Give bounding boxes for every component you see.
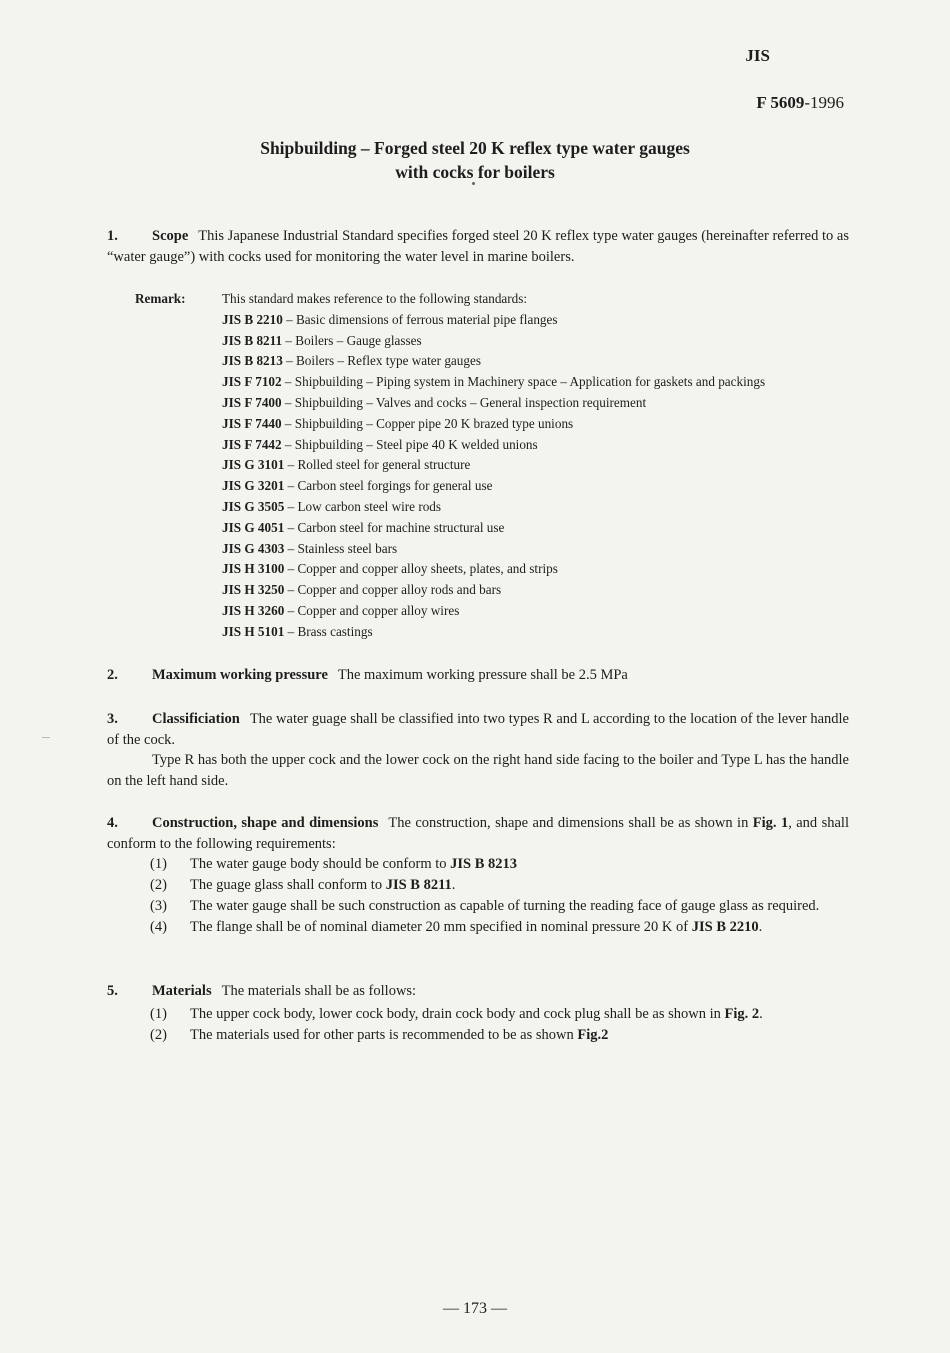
section-materials: [107, 981, 849, 1002]
figure-reference: Fig. 1: [752, 815, 789, 831]
reference-code: JIS H 5101: [222, 623, 285, 639]
item-number: (4): [150, 919, 167, 935]
item-end: .: [758, 919, 763, 935]
title-line-2: with cocks for boilers: [395, 162, 555, 182]
reference-item: [222, 455, 765, 476]
section-text: The water guage shall be classified into two types R and L according to the location of the lever handle of the cock.: [107, 711, 849, 748]
requirement-item: [150, 854, 848, 875]
item-text: The materials used for other parts is recommended to be as shown: [190, 1027, 578, 1043]
item-text: The water gauge body should be conform to: [190, 856, 451, 872]
margin-mark: [42, 737, 50, 738]
reference-item: [222, 310, 765, 331]
reference-item: [222, 331, 765, 352]
remark-label: Remark:: [135, 291, 186, 306]
reference-code: JIS G 4303: [222, 540, 285, 556]
section-max-pressure: [107, 665, 849, 686]
title-line-1: Shipbuilding – Forged steel 20 K reflex type water gauges: [260, 138, 690, 158]
reference-desc: – Copper and copper alloy sheets, plates, and strips: [287, 561, 558, 577]
reference-code: JIS G 3201: [222, 478, 285, 494]
reference-item: [222, 351, 765, 372]
requirement-item: [150, 896, 848, 917]
item-number: (2): [150, 877, 167, 893]
section-classification: [107, 709, 849, 791]
reference-desc: – Boilers – Gauge glasses: [285, 332, 422, 348]
item-figure-ref: Fig.2: [577, 1027, 609, 1043]
item-number: (3): [150, 898, 167, 914]
reference-desc: – Copper and copper alloy wires: [287, 602, 460, 618]
standard-year: -1996: [804, 93, 844, 112]
reference-code: JIS F 7400: [222, 394, 282, 410]
reference-list: [222, 310, 765, 643]
item-standard-ref: JIS B 8211: [385, 877, 452, 893]
construction-requirements: [150, 854, 848, 938]
reference-desc: – Shipbuilding – Steel pipe 40 K welded unions: [284, 436, 538, 452]
reference-item: [222, 414, 765, 435]
section-heading: Classificiation: [152, 711, 240, 727]
section-number: 3.: [107, 711, 118, 727]
section-text: The maximum working pressure shall be 2.5 MPa: [337, 667, 628, 683]
reference-code: JIS B 2210: [222, 311, 283, 327]
remark-intro: This standard makes reference to the following standards:: [222, 291, 528, 306]
section-heading: Scope: [152, 228, 189, 244]
reference-item: [222, 497, 765, 518]
reference-desc: – Shipbuilding – Valves and cocks – General inspection requirement: [284, 394, 647, 410]
reference-desc: – Stainless steel bars: [287, 540, 398, 556]
reference-item: [222, 476, 765, 497]
item-standard-ref: JIS B 2210: [691, 919, 759, 935]
reference-item: [222, 622, 765, 643]
reference-item: [222, 435, 765, 456]
reference-code: JIS H 3250: [222, 582, 285, 598]
materials-list: [150, 1004, 848, 1046]
classification-paragraph-2: Type R has both the upper cock and the lower cock on the right hand side facing to the boiler and Type L has the handle on the left hand side.: [107, 752, 849, 789]
reference-item: [222, 539, 765, 560]
reference-code: JIS G 3101: [222, 457, 285, 473]
section-number: 1.: [107, 228, 118, 244]
section-text: The materials shall be as follows:: [221, 983, 417, 999]
reference-item: [222, 559, 765, 580]
requirement-item: [150, 875, 848, 896]
reference-code: JIS G 3505: [222, 498, 285, 514]
reference-code: JIS B 8211: [222, 332, 283, 348]
item-number: (1): [150, 1006, 167, 1022]
section-scope: [107, 226, 849, 267]
item-text: The flange shall be of nominal diameter 20 mm specified in nominal pressure 20 K of: [190, 919, 692, 935]
section-number: 5.: [107, 983, 118, 999]
reference-desc: – Carbon steel forgings for general use: [287, 478, 493, 494]
page-number: — 173 —: [443, 1300, 507, 1317]
section-construction: [107, 813, 849, 854]
section-number: 4.: [107, 815, 118, 831]
section-number: 2.: [107, 667, 118, 683]
header-standard-number: [756, 93, 844, 113]
reference-desc: – Boilers – Reflex type water gauges: [286, 353, 481, 369]
requirement-item: [150, 917, 848, 938]
reference-code: JIS B 8213: [222, 353, 283, 369]
reference-code: JIS F 7442: [222, 436, 282, 452]
section-heading: Maximum working pressure: [152, 667, 328, 683]
reference-code: JIS H 3260: [222, 602, 285, 618]
reference-desc: – Rolled steel for general structure: [287, 457, 471, 473]
item-text: The guage glass shall conform to: [190, 877, 386, 893]
item-figure-ref: Fig. 2: [724, 1006, 760, 1022]
section-heading: Construction, shape and dimensions: [152, 815, 379, 831]
reference-desc: – Basic dimensions of ferrous material pipe flanges: [286, 311, 558, 327]
materials-item: [150, 1025, 848, 1046]
decorative-dot: [472, 182, 475, 185]
reference-item: [222, 372, 765, 393]
reference-desc: – Brass castings: [287, 623, 373, 639]
reference-item: [222, 601, 765, 622]
reference-desc: – Shipbuilding – Piping system in Machinery space – Application for gaskets and packings: [284, 374, 766, 390]
reference-code: JIS F 7440: [222, 415, 282, 431]
header-jis: JIS: [745, 46, 770, 65]
classification-paragraph-1: [107, 709, 849, 750]
reference-code: JIS G 4051: [222, 519, 285, 535]
reference-desc: – Copper and copper alloy rods and bars: [287, 582, 502, 598]
reference-item: [222, 518, 765, 539]
reference-desc: – Shipbuilding – Copper pipe 20 K brazed type unions: [284, 415, 574, 431]
item-standard-ref: JIS B 8213: [450, 856, 518, 872]
reference-item: [222, 393, 765, 414]
standard-code: F 5609: [756, 93, 805, 112]
materials-item: [150, 1004, 848, 1025]
reference-item: [222, 580, 765, 601]
reference-desc: – Low carbon steel wire rods: [287, 498, 442, 514]
reference-desc: – Carbon steel for machine structural use: [287, 519, 505, 535]
item-number: (1): [150, 856, 167, 872]
section-text: The construction, shape and dimensions shall be as shown in: [388, 815, 753, 831]
section-text-continued: , and shall conform to the following requirements:: [107, 815, 849, 852]
document-title: [0, 136, 950, 184]
section-text: This Japanese Industrial Standard specifies forged steel 20 K reflex type water gauges (hereinafter referred to as “water gauge”) with cocks used for monitoring the water level in marine boilers.: [107, 228, 849, 265]
item-text: The upper cock body, lower cock body, drain cock body and cock plug shall be as shown in: [190, 1006, 725, 1022]
reference-code: JIS F 7102: [222, 374, 282, 390]
item-text: The water gauge shall be such construction as capable of turning the reading face of gauge glass as required.: [190, 898, 820, 914]
item-end: .: [759, 1006, 763, 1022]
item-end: .: [451, 877, 456, 893]
item-number: (2): [150, 1027, 167, 1043]
reference-code: JIS H 3100: [222, 561, 285, 577]
section-heading: Materials: [152, 983, 212, 999]
